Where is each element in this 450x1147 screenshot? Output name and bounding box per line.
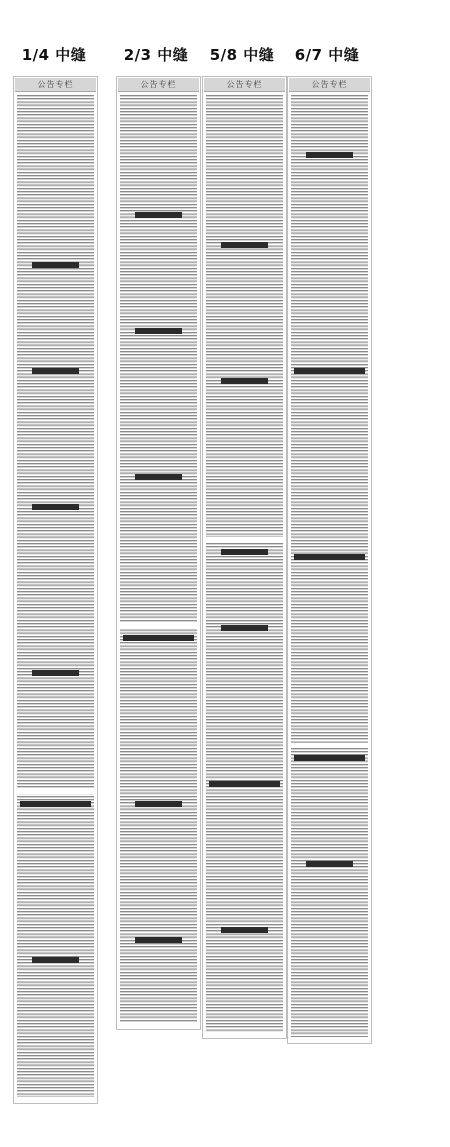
column-header: 公告专栏 [118, 78, 199, 92]
column-title-1-4: 1/4 中缝 [21, 46, 87, 64]
column-text-block [206, 95, 283, 1032]
notice-heading [306, 152, 354, 158]
newspaper-column-6-7 [287, 76, 372, 1044]
column-header: 公告专栏 [204, 78, 285, 92]
newspaper-column-5-8 [202, 76, 287, 1039]
notice-heading [221, 927, 269, 933]
notice-heading [135, 937, 183, 943]
notice-heading [294, 554, 365, 560]
notice-heading [221, 625, 269, 631]
column-text-block [291, 95, 368, 1037]
column-header: 公告专栏 [289, 78, 370, 92]
notice-heading [221, 378, 269, 384]
column-title-6-7: 6/7 中缝 [294, 46, 360, 64]
notice-heading [135, 328, 183, 334]
notice-heading [123, 635, 194, 641]
notice-heading [32, 262, 80, 268]
notice-heading [32, 504, 80, 510]
column-title-2-3: 2/3 中缝 [123, 46, 189, 64]
notice-heading [294, 368, 365, 374]
notice-heading [294, 755, 365, 761]
newspaper-column-2-3 [116, 76, 201, 1030]
notice-heading [306, 861, 354, 867]
column-header: 公告专栏 [15, 78, 96, 92]
notice-heading [135, 801, 183, 807]
notice-heading [221, 549, 269, 555]
notice-heading [135, 212, 183, 218]
notice-heading [20, 801, 91, 807]
newspaper-column-1-4 [13, 76, 98, 1104]
notice-heading [32, 957, 80, 963]
notice-heading [32, 368, 80, 374]
column-text-block [17, 95, 94, 1097]
notice-heading [32, 670, 80, 676]
column-title-5-8: 5/8 中缝 [209, 46, 275, 64]
notice-heading [221, 242, 269, 248]
column-text-block [120, 95, 197, 1023]
notice-heading [135, 474, 183, 480]
notice-heading [209, 781, 280, 787]
